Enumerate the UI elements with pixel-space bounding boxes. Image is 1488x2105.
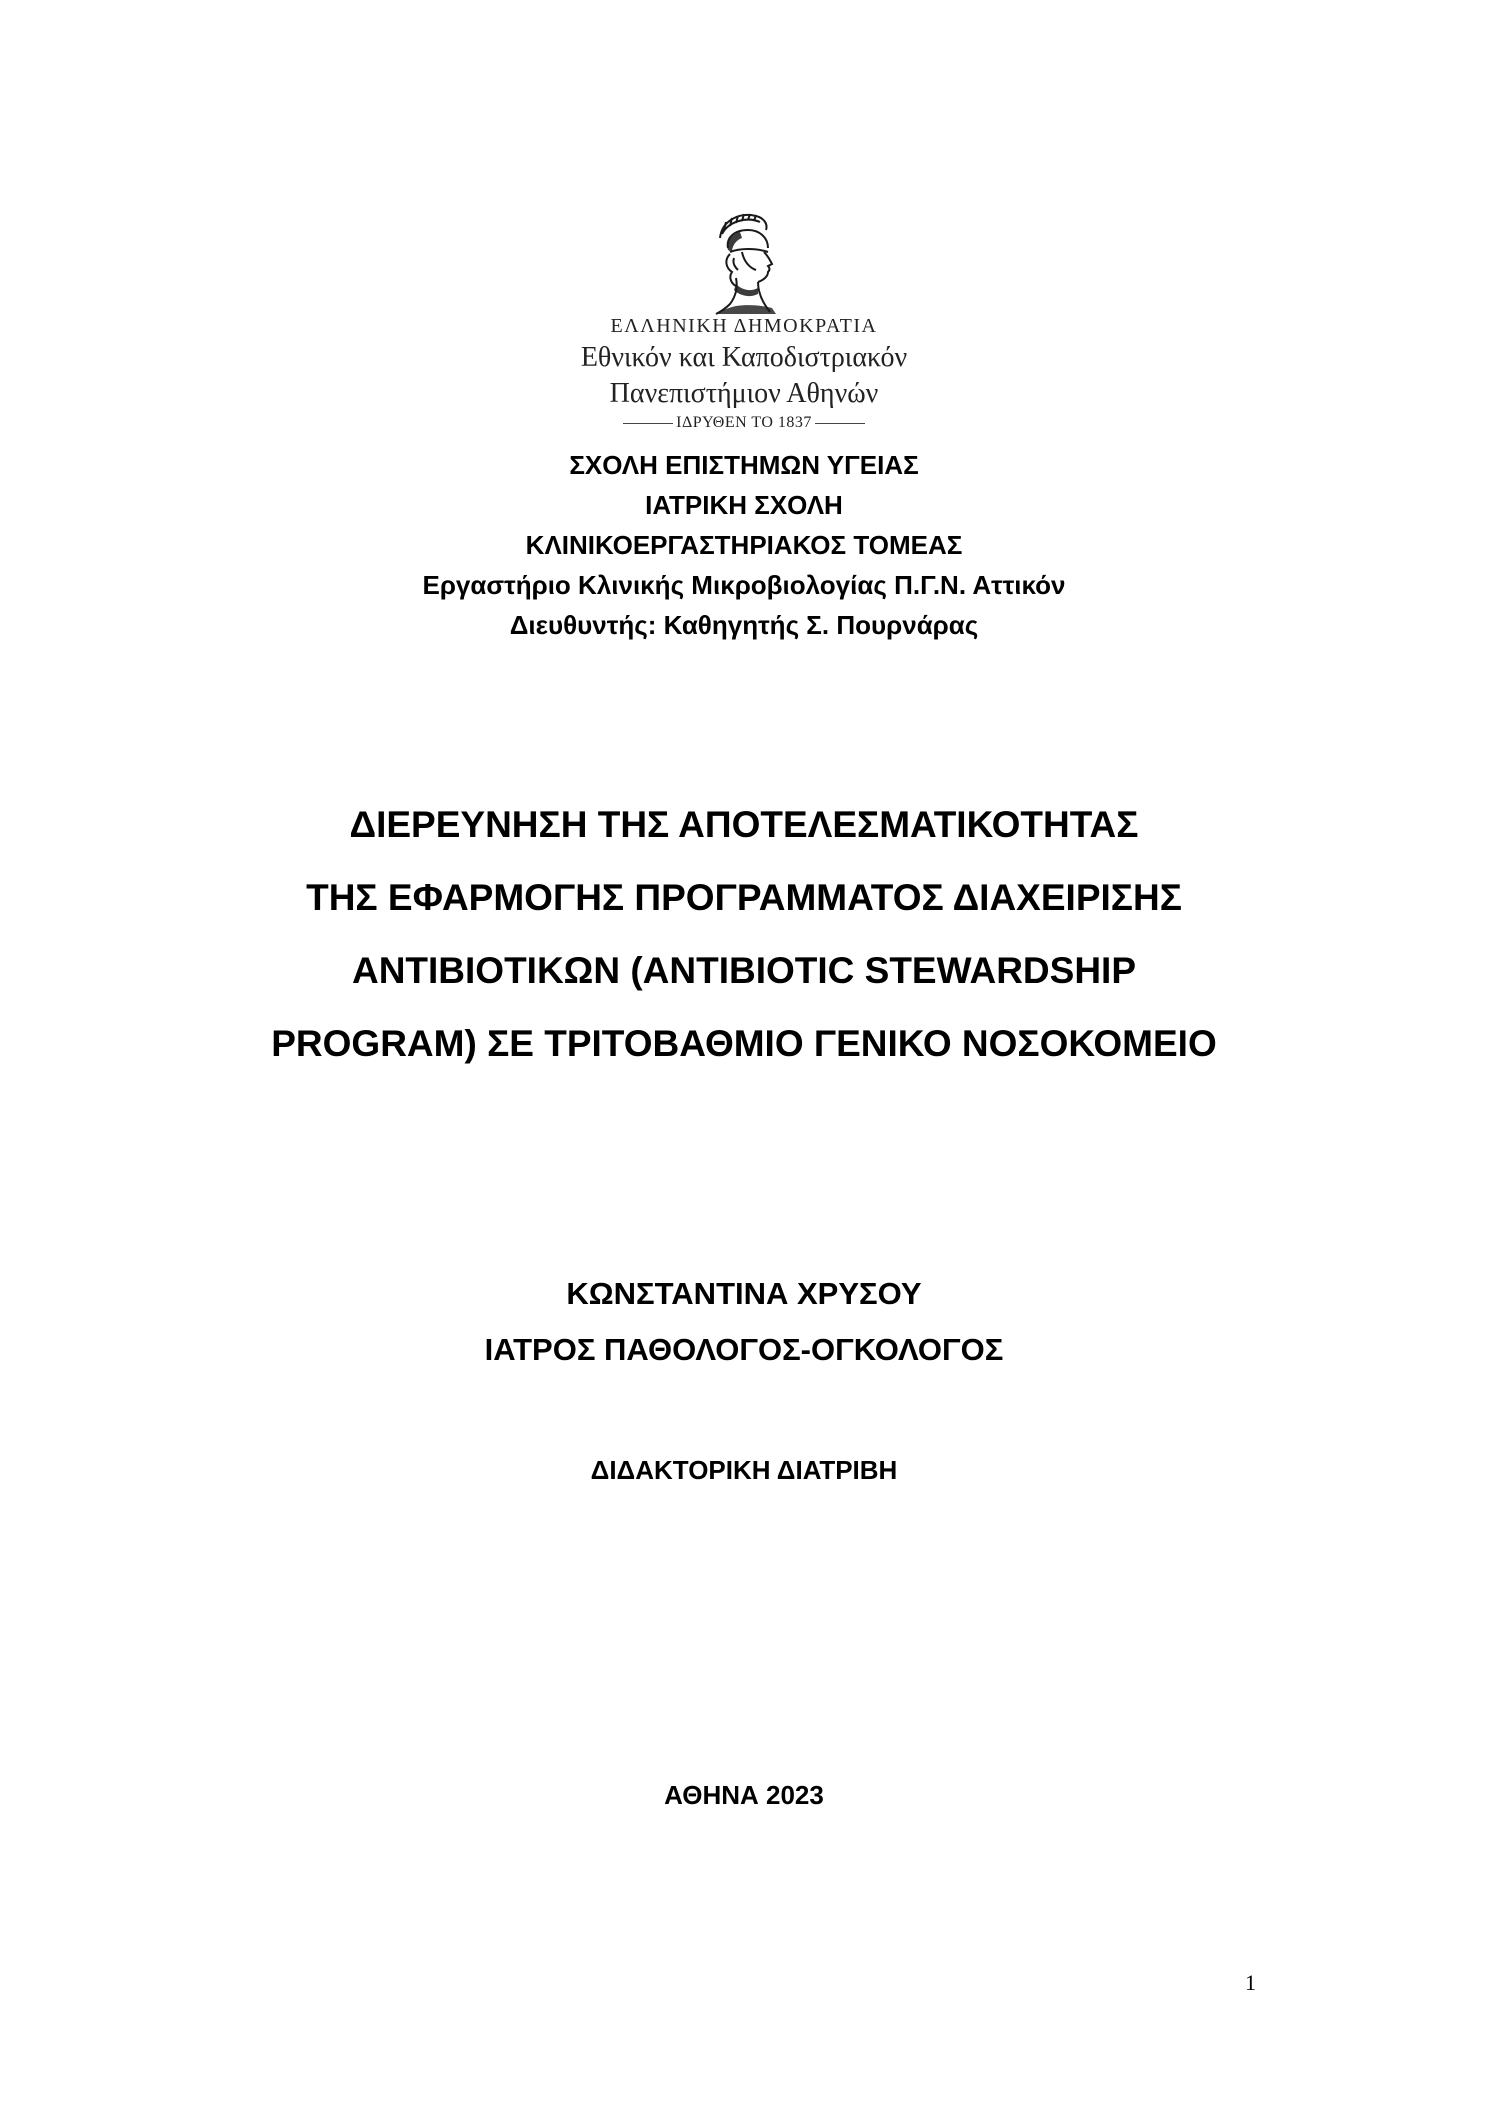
document-type: ΔΙΔΑΚΤΟΡΙΚΗ ΔΙΑΤΡΙΒΗ bbox=[590, 1455, 898, 1485]
title-line-2: ΤΗΣ ΕΦΑΡΜΟΓΗΣ ΠΡΟΓΡΑΜΜΑΤΟΣ ΔΙΑΧΕΙΡΙΣΗΣ bbox=[306, 877, 1182, 918]
author-block bbox=[0, 1266, 1488, 1378]
school-name: ΣΧΟΛΗ ΕΠΙΣΤΗΜΩΝ ΥΓΕΙΑΣ bbox=[569, 450, 919, 480]
page-number: 1 bbox=[1245, 1970, 1256, 1995]
author-role: ΙΑΤΡΟΣ ΠΑΘΟΛΟΓΟΣ-ΟΓΚΟΛΟΓΟΣ bbox=[484, 1332, 1004, 1367]
rule-right bbox=[815, 423, 865, 424]
faculty-name: ΙΑΤΡΙΚΗ ΣΧΟΛΗ bbox=[645, 490, 843, 520]
republic-label: ΕΛΛΗΝΙΚΗ ΔΗΜΟΚΡΑΤΙΑ bbox=[610, 315, 878, 337]
rule-left bbox=[623, 423, 673, 424]
thesis-title bbox=[0, 788, 1488, 1080]
university-seal-text bbox=[0, 312, 1488, 434]
laboratory-name: Εργαστήριο Κλινικής Μικροβιολογίας Π.Γ.Ν. Αττικόν bbox=[422, 570, 1066, 600]
founded-text: ΙΔΡΥΘΕΝ ΤΟ 1837 bbox=[676, 414, 812, 431]
author-name: ΚΩΝΣΤΑΝΤΙΝΑ ΧΡΥΣΟΥ bbox=[566, 1276, 922, 1311]
title-line-4: PROGRAM) ΣΕ ΤΡΙΤΟΒΑΘΜΙΟ ΓΕΝΙΚΟ ΝΟΣΟΚΟΜΕΙΟ bbox=[271, 1023, 1217, 1064]
director-name: Διευθυντής: Καθηγητής Σ. Πουρνάρας bbox=[509, 610, 979, 640]
athena-head-icon bbox=[706, 208, 782, 316]
sector-name: ΚΛΙΝΙΚΟΕΡΓΑΣΤΗΡΙΑΚΟΣ ΤΟΜΕΑΣ bbox=[525, 530, 963, 560]
founded-label bbox=[0, 412, 1488, 434]
university-seal bbox=[0, 208, 1488, 316]
title-line-1: ΔΙΕΡΕΥΝΗΣΗ ΤΗΣ ΑΠΟΤΕΛΕΣΜΑΤΙΚΟΤΗΤΑΣ bbox=[349, 804, 1139, 845]
place-year: ΑΘΗΝΑ 2023 bbox=[664, 1780, 824, 1810]
title-line-3: ΑΝΤΙΒΙΟΤΙΚΩΝ (ANTIBIOTIC STEWARDSHIP bbox=[351, 950, 1137, 991]
university-name-line2: Πανεπιστήμιον Αθηνών bbox=[609, 378, 879, 409]
institution-block bbox=[0, 445, 1488, 645]
university-name-line1: Εθνικόν και Καποδιστριακόν bbox=[580, 342, 908, 373]
